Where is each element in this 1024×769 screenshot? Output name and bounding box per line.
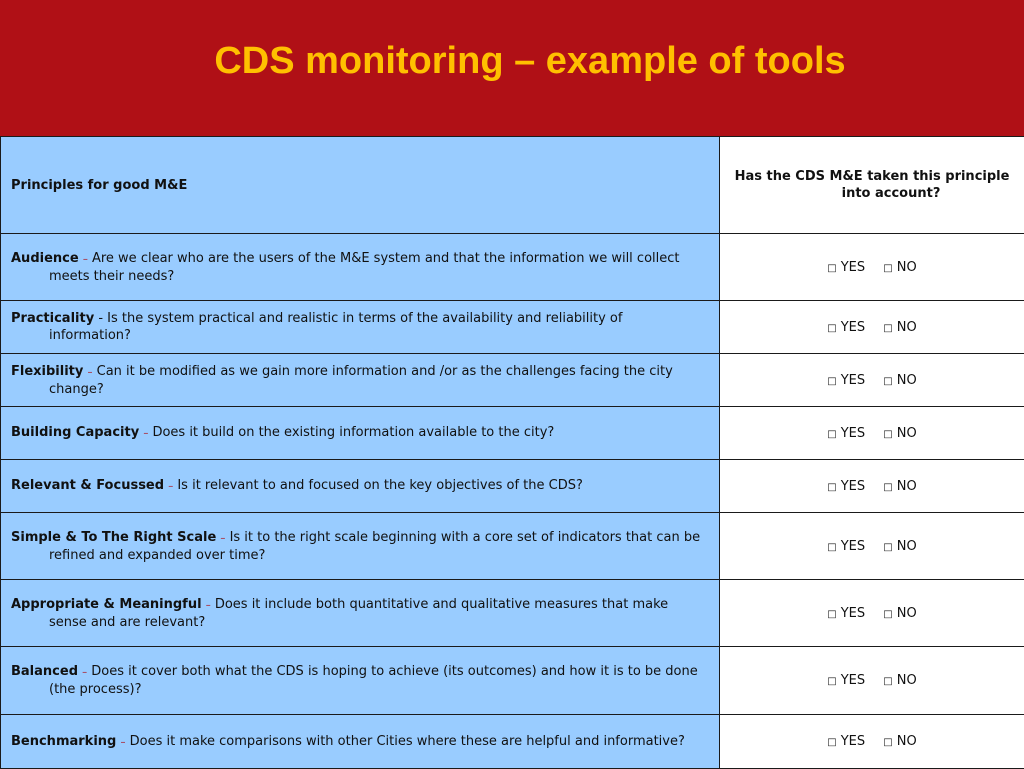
no-option[interactable] — [883, 673, 916, 688]
yes-option[interactable] — [827, 320, 865, 335]
principle-name: Flexibility — [11, 364, 83, 379]
no-label: NO — [897, 539, 917, 554]
yes-option[interactable] — [827, 606, 865, 621]
slide-title: CDS monitoring – example of tools — [0, 40, 1024, 83]
checkbox-icon[interactable]: □ — [883, 376, 892, 387]
no-label: NO — [897, 373, 917, 388]
no-label: NO — [897, 734, 917, 749]
principle-question: Is the system practical and realistic in terms of the availability and reliability of information? — [49, 311, 622, 343]
principle-cell — [1, 460, 720, 513]
no-option[interactable] — [883, 606, 916, 621]
table-row — [1, 301, 1024, 354]
no-option[interactable] — [883, 539, 916, 554]
separator-dash: – — [83, 254, 88, 265]
no-label: NO — [897, 260, 917, 275]
checkbox-icon[interactable]: □ — [827, 542, 836, 553]
yes-label: YES — [841, 479, 865, 494]
separator-dash: – — [143, 428, 148, 439]
yes-label: YES — [841, 320, 865, 335]
checkbox-icon[interactable]: □ — [827, 376, 836, 387]
yes-label: YES — [841, 734, 865, 749]
principles-table — [0, 136, 1024, 769]
principle-question: Is it relevant to and focused on the key objectives of the CDS? — [177, 478, 583, 493]
principle-question: Is it to the right scale beginning with a core set of indicators that can be refined and expanded over time? — [49, 530, 700, 563]
table-header-row — [1, 137, 1024, 234]
header-question-label: Has the CDS M&E taken this principle into account? — [730, 168, 1014, 202]
yes-label: YES — [841, 539, 865, 554]
principle-question: Are we clear who are the users of the M&E system and that the information we will collect meets their needs? — [49, 251, 680, 284]
principle-cell — [1, 580, 720, 647]
yes-option[interactable] — [827, 539, 865, 554]
answer-cell — [720, 301, 1024, 354]
no-option[interactable] — [883, 320, 916, 335]
header-principles-cell — [1, 137, 720, 234]
separator-dash: – — [88, 367, 93, 378]
answer-cell — [720, 460, 1024, 513]
principle-name: Balanced — [11, 664, 78, 679]
principle-cell — [1, 234, 720, 301]
answer-cell — [720, 513, 1024, 580]
separator-dash: – — [168, 481, 173, 492]
no-option[interactable] — [883, 479, 916, 494]
separator-hyphen: - — [98, 311, 103, 326]
table-row — [1, 647, 1024, 715]
principle-name: Relevant & Focussed — [11, 478, 164, 493]
table-row — [1, 354, 1024, 407]
answer-cell — [720, 715, 1024, 769]
principle-cell — [1, 301, 720, 354]
principle-question: Does it include both quantitative and qualitative measures that make sense and are relevant? — [49, 597, 668, 630]
header-principles-label: Principles for good M&E — [11, 178, 187, 193]
principle-cell — [1, 407, 720, 460]
yes-label: YES — [841, 426, 865, 441]
yes-option[interactable] — [827, 260, 865, 275]
no-label: NO — [897, 320, 917, 335]
table-row — [1, 407, 1024, 460]
checkbox-icon[interactable]: □ — [827, 676, 836, 687]
answer-cell — [720, 234, 1024, 301]
no-option[interactable] — [883, 426, 916, 441]
yes-option[interactable] — [827, 479, 865, 494]
checkbox-icon[interactable]: □ — [827, 263, 836, 274]
answer-cell — [720, 647, 1024, 715]
yes-option[interactable] — [827, 673, 865, 688]
principle-name: Building Capacity — [11, 425, 139, 440]
checkbox-icon[interactable]: □ — [883, 263, 892, 274]
principle-cell — [1, 513, 720, 580]
yes-label: YES — [841, 606, 865, 621]
no-label: NO — [897, 606, 917, 621]
no-label: NO — [897, 479, 917, 494]
table-row — [1, 460, 1024, 513]
checkbox-icon[interactable]: □ — [883, 323, 892, 334]
principle-name: Audience — [11, 251, 79, 266]
checkbox-icon[interactable]: □ — [827, 482, 836, 493]
principle-cell — [1, 715, 720, 769]
principle-question: Does it cover both what the CDS is hoping to achieve (its outcomes) and how it is to be done (the process)? — [49, 664, 698, 697]
principle-question: Does it make comparisons with other Cities where these are helpful and informative? — [130, 734, 685, 749]
checkbox-icon[interactable]: □ — [883, 482, 892, 493]
table-row — [1, 234, 1024, 301]
principle-cell — [1, 647, 720, 715]
answer-cell — [720, 407, 1024, 460]
yes-option[interactable] — [827, 734, 865, 749]
no-option[interactable] — [883, 734, 916, 749]
separator-dash: – — [220, 533, 225, 544]
table-row — [1, 715, 1024, 769]
no-option[interactable] — [883, 260, 916, 275]
yes-label: YES — [841, 260, 865, 275]
checkbox-icon[interactable]: □ — [883, 429, 892, 440]
no-option[interactable] — [883, 373, 916, 388]
principle-cell — [1, 354, 720, 407]
yes-label: YES — [841, 373, 865, 388]
yes-option[interactable] — [827, 373, 865, 388]
separator-dash: – — [82, 667, 87, 678]
checkbox-icon[interactable]: □ — [883, 609, 892, 620]
principle-question: Can it be modified as we gain more information and /or as the challenges facing the city change? — [49, 364, 673, 397]
answer-cell — [720, 354, 1024, 407]
checkbox-icon[interactable]: □ — [827, 609, 836, 620]
principle-question: Does it build on the existing information available to the city? — [152, 425, 554, 440]
answer-cell — [720, 580, 1024, 647]
header-question-cell — [720, 137, 1024, 234]
checkbox-icon[interactable]: □ — [827, 323, 836, 334]
checkbox-icon[interactable]: □ — [883, 676, 892, 687]
checkbox-icon[interactable]: □ — [883, 542, 892, 553]
principle-name: Simple & To The Right Scale — [11, 530, 216, 545]
no-label: NO — [897, 673, 917, 688]
title-banner — [0, 0, 1024, 136]
principle-name: Benchmarking — [11, 734, 116, 749]
yes-option[interactable] — [827, 426, 865, 441]
table-row — [1, 513, 1024, 580]
principle-name: Appropriate & Meaningful — [11, 597, 202, 612]
separator-dash: – — [206, 600, 211, 611]
principle-name: Practicality — [11, 311, 94, 326]
checkbox-icon[interactable]: □ — [827, 429, 836, 440]
checkbox-icon[interactable]: □ — [883, 737, 892, 748]
no-label: NO — [897, 426, 917, 441]
yes-label: YES — [841, 673, 865, 688]
separator-dash: – — [120, 737, 125, 748]
table-row — [1, 580, 1024, 647]
checkbox-icon[interactable]: □ — [827, 737, 836, 748]
